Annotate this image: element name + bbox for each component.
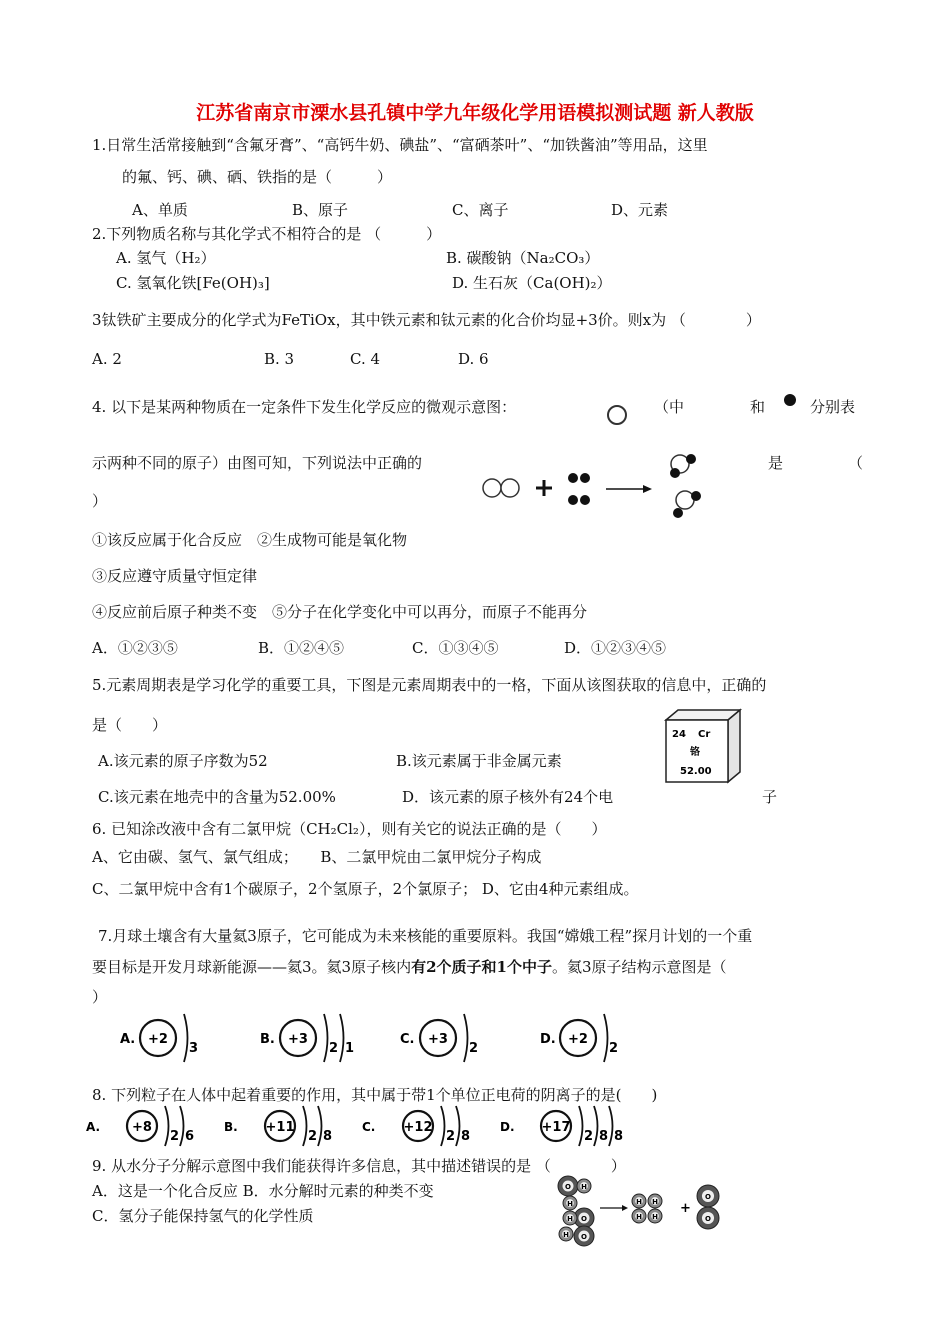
nucleus-charge: +2: [148, 1032, 168, 1047]
q4-shi: 是: [768, 454, 784, 472]
option-label: B.: [260, 1032, 275, 1047]
shell-electron-count: 3: [189, 1041, 199, 1056]
q1-option-c: C、离子: [452, 201, 509, 219]
reaction-arrow: [606, 485, 652, 493]
structure-option-a: [86, 1106, 194, 1146]
oxygen-atom-icon: [697, 1185, 719, 1207]
shell-electron-count: 6: [185, 1129, 195, 1144]
electron-shell-arc: [441, 1106, 445, 1146]
q7-stem-emphasis: 有2个质子和1个中子: [411, 958, 552, 976]
q6-stem: 6. 已知涂改液中含有二氯甲烷（CH₂Cl₂），则有关它的说法正确的是（ ）: [92, 820, 607, 838]
product-molecule-1: [670, 454, 696, 478]
cell-atomic-mass: 52.00: [680, 766, 712, 777]
q5-option-d: D．该元素的原子核外有24个电: [402, 788, 614, 806]
electron-shell-arc: [303, 1106, 307, 1146]
svg-text:O: O: [705, 1215, 711, 1223]
reactant-black-molecules: [568, 473, 590, 505]
q4-reaction-diagram: [478, 446, 718, 526]
q2-stem: 2.下列物质名称与其化学式不相符合的是 （ ）: [92, 225, 442, 243]
shell-electron-count: 2: [329, 1041, 339, 1056]
oxygen-atom-icon: [697, 1207, 719, 1229]
electron-shell-arc: [318, 1106, 322, 1146]
option-label: A.: [120, 1032, 136, 1047]
cell-symbol: Cr: [698, 729, 711, 740]
q6-options-ab: A、它由碳、氢气、氯气组成； B、二氯甲烷由二氯甲烷分子构成: [92, 848, 542, 866]
q1-option-b: B、原子: [292, 201, 349, 219]
svg-text:H: H: [567, 1215, 573, 1223]
arrow-head: [622, 1205, 628, 1211]
svg-text:H: H: [636, 1198, 642, 1206]
q7-atom-diagrams: [120, 1010, 680, 1068]
electron-shell-arc: [180, 1106, 184, 1146]
shell-electron-count: 2: [308, 1129, 318, 1144]
q3-option-b: B. 3: [264, 350, 295, 368]
q7-stem-part1: 要目标是开发月球新能源——氦3。氦3原子核内: [92, 958, 412, 976]
structure-option-b: [260, 1014, 354, 1062]
q5-option-d-tail: 子: [762, 788, 778, 806]
hydrogen-atom-icon: [577, 1179, 591, 1193]
q8-stem: 8. 下列粒子在人体中起着重要的作用，其中属于带1个单位正电荷的阴离子的是( ): [92, 1086, 658, 1104]
structure-option-d: [500, 1106, 623, 1146]
electron-shell-arc: [324, 1014, 328, 1062]
q5-stem-line1: 5.元素周期表是学习化学的重要工具，下图是元素周期表中的一格，下面从该图获取的信息中，正确的: [92, 676, 767, 694]
q5-option-a: A.该元素的原子序数为52: [98, 752, 268, 770]
q9-stem: 9. 从水分子分解示意图中我们能获得许多信息，其中描述错误的是 （ ）: [92, 1157, 626, 1175]
q2-option-c: C. 氢氧化铁[Fe(OH)₃]: [116, 274, 270, 292]
q4-statement-2: ③反应遵守质量守恒定律: [92, 567, 258, 585]
shell-electron-count: 8: [614, 1129, 624, 1144]
shell-electron-count: 8: [599, 1129, 609, 1144]
nucleus-charge: +2: [568, 1032, 588, 1047]
plus-sign: +: [680, 1201, 691, 1216]
electron-shell-arc: [340, 1014, 344, 1062]
hydrogen-atom-icon: [648, 1194, 662, 1208]
structure-option-b: [224, 1106, 332, 1146]
shell-electron-count: 1: [345, 1041, 355, 1056]
svg-text:O: O: [581, 1233, 587, 1241]
hydrogen-atom-icon: [648, 1209, 662, 1223]
q4-statement-3: ④反应前后原子种类不变 ⑤分子在化学变化中可以再分，而原子不能再分: [92, 603, 588, 621]
shell-electron-count: 2: [584, 1129, 594, 1144]
q3-option-d: D. 6: [458, 350, 489, 368]
q4-he: 和: [750, 398, 766, 416]
q4-option-b: B．①②④⑤: [258, 639, 345, 657]
hydrogen-atom-icon: [563, 1211, 577, 1225]
shell-electron-count: 8: [461, 1129, 471, 1144]
cell-name: 铬: [690, 747, 700, 758]
q4-option-c: C．①③④⑤: [412, 639, 499, 657]
oxygen-atom-icon: [574, 1226, 594, 1246]
option-label: D.: [500, 1120, 515, 1134]
q2-option-a: A. 氢气（H₂）: [116, 249, 216, 267]
electron-shell-arc: [464, 1014, 468, 1062]
svg-text:H: H: [563, 1231, 569, 1239]
svg-text:H: H: [567, 1200, 573, 1208]
electron-shell-arc: [604, 1014, 608, 1062]
q4-lparen: （: [848, 454, 864, 472]
q6-options-cd: C、二氯甲烷中含有1个碳原子，2个氢原子，2个氯原子； D、它由4种元素组成。: [92, 880, 639, 898]
reactant-white-molecule: [483, 479, 519, 497]
structure-option-a: [120, 1014, 198, 1062]
q9-option-c: C．氢分子能保持氢气的化学性质: [92, 1207, 314, 1225]
q3-option-c: C. 4: [350, 350, 381, 368]
nucleus-charge: +17: [541, 1120, 571, 1135]
nucleus-charge: +3: [428, 1032, 448, 1047]
structure-option-c: [362, 1106, 470, 1146]
svg-text:O: O: [705, 1193, 711, 1201]
option-label: D.: [540, 1032, 556, 1047]
q3-stem: 3钛铁矿主要成分的化学式为FeTiOx，其中铁元素和钛元素的化合价均显+3价。则x为 （ ）: [92, 311, 761, 329]
svg-text:H: H: [581, 1183, 587, 1191]
option-label: A.: [86, 1120, 101, 1134]
electron-shell-arc: [456, 1106, 460, 1146]
water-decomposition-diagram: [548, 1172, 728, 1250]
q5-option-c: C.该元素在地壳中的含量为52.00%: [98, 788, 336, 806]
q4-stem-line1: 4. 以下是某两种物质在一定条件下发生化学反应的微观示意图：: [92, 398, 517, 416]
electron-shell-arc: [165, 1106, 169, 1146]
hydrogen-atom-icon: [563, 1196, 577, 1210]
svg-text:H: H: [652, 1198, 658, 1206]
q1-option-a: A、单质: [132, 201, 188, 219]
black-atom-icon: [780, 390, 800, 410]
nucleus-charge: +3: [288, 1032, 308, 1047]
q1-stem-line2: 的氟、钙、碘、硒、铁指的是（ ）: [122, 168, 393, 186]
shell-electron-count: 2: [469, 1041, 479, 1056]
q9-options-ab: A．这是一个化合反应 B．水分解时元素的种类不变: [92, 1182, 434, 1200]
q2-option-b: B. 碳酸钠（Na₂CO₃）: [446, 249, 600, 267]
q5-stem-line2: 是（ ）: [92, 716, 168, 734]
hydrogen-atom-icon: [632, 1209, 646, 1223]
q3-option-a: A. 2: [92, 350, 122, 368]
q4-option-a: A．①②③⑤: [92, 639, 178, 657]
periodic-cell-cube: [660, 706, 746, 786]
q7-stem-part3: 。氦3原子结构示意图是（: [551, 958, 727, 976]
q7-stem-line2: [92, 956, 727, 977]
shell-electron-count: 2: [170, 1129, 180, 1144]
page-title: 江苏省南京市溧水县孔镇中学九年级化学用语模拟测试题 新人教版: [196, 102, 754, 124]
electron-shell-arc: [609, 1106, 613, 1146]
shell-electron-count: 8: [323, 1129, 333, 1144]
structure-option-c: [400, 1014, 478, 1062]
q4-paren-zhong: （中: [654, 398, 685, 416]
svg-text:H: H: [652, 1213, 658, 1221]
q7-stem-line3: ）: [92, 988, 108, 1006]
nucleus-charge: +11: [265, 1120, 295, 1135]
option-label: C.: [362, 1120, 376, 1134]
q7-stem-line1: 7.月球土壤含有大量氦3原子，它可能成为未来核能的重要原料。我国“嫦娥工程”探月计划的一个重: [98, 927, 753, 945]
electron-shell-arc: [184, 1014, 188, 1062]
q2-option-d: D. 生石灰（Ca(OH)₂）: [452, 274, 612, 292]
nucleus-charge: +8: [132, 1120, 152, 1135]
q4-option-d: D．①②③④⑤: [564, 639, 667, 657]
oxygen-atom-icon: [558, 1176, 578, 1196]
hydrogen-atom-icon: [632, 1194, 646, 1208]
svg-text:H: H: [636, 1213, 642, 1221]
structure-option-d: [540, 1014, 618, 1062]
option-label: C.: [400, 1032, 415, 1047]
plus-sign: [536, 480, 552, 496]
electron-shell-arc: [594, 1106, 598, 1146]
q1-option-d: D、元素: [611, 201, 669, 219]
svg-text:O: O: [565, 1183, 571, 1191]
q1-stem-line1: 1.日常生活常接触到“含氟牙膏”、“高钙牛奶、碘盐”、“富硒茶叶”、“加铁酱油”等用品，这里: [92, 136, 708, 154]
electron-shell-arc: [579, 1106, 583, 1146]
shell-electron-count: 2: [609, 1041, 619, 1056]
nucleus-charge: +12: [403, 1120, 433, 1135]
svg-text:O: O: [581, 1215, 587, 1223]
hydrogen-atom-icon: [559, 1227, 573, 1241]
q4-rparen: ）: [92, 492, 108, 510]
white-atom-icon: [604, 402, 630, 428]
q4-fenbie: 分别表: [810, 398, 856, 416]
option-label: B.: [224, 1120, 238, 1134]
product-molecule-2: [673, 491, 701, 518]
cell-atomic-number: 24: [672, 729, 686, 740]
q5-option-b: B.该元素属于非金属元素: [396, 752, 562, 770]
q4-stem-line2: 示两种不同的原子）由图可知，下列说法中正确的: [92, 454, 423, 472]
q4-statement-1: ①该反应属于化合反应 ②生成物可能是氧化物: [92, 531, 408, 549]
q8-ion-diagrams: [86, 1104, 646, 1148]
shell-electron-count: 2: [446, 1129, 456, 1144]
